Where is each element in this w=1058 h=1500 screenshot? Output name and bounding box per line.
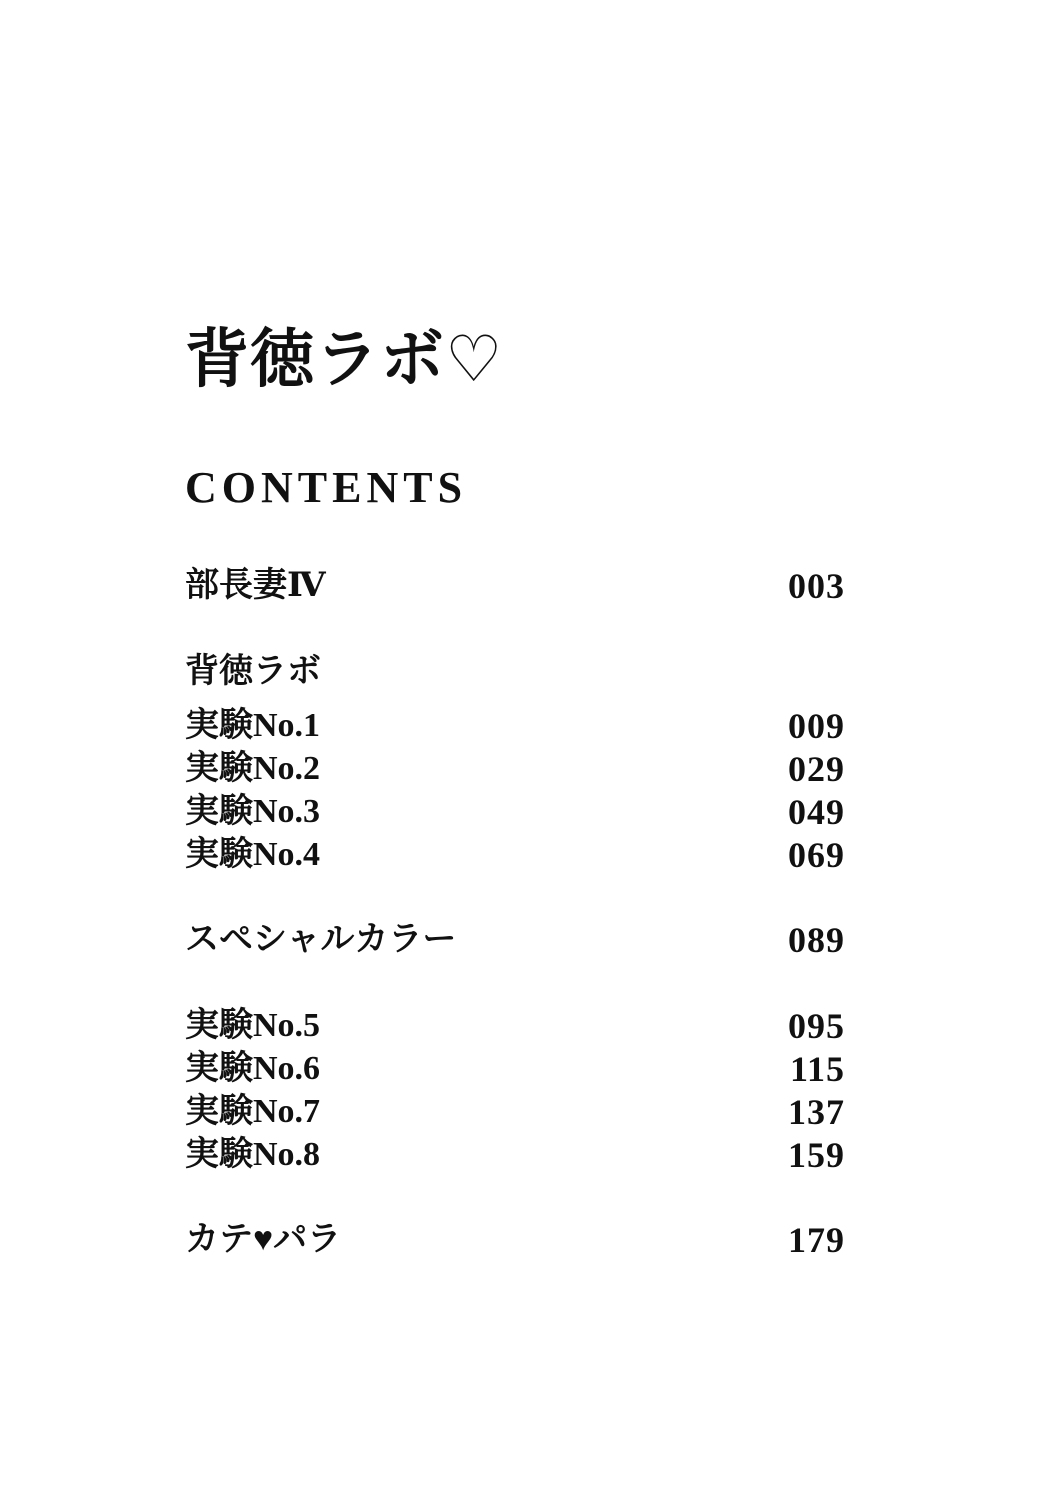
toc-entry-page: 137 <box>788 1092 845 1132</box>
toc-entry-label: 実験No.7 <box>185 1093 321 1130</box>
toc-entry-experiment-6 <box>185 1049 845 1089</box>
toc-entry-bucho-tsuma <box>185 566 845 606</box>
toc-entry-experiment-7 <box>185 1092 845 1132</box>
toc-entry-label: 実験No.2 <box>185 750 321 787</box>
toc-entry-label: カテ♥パラ <box>185 1221 342 1258</box>
toc-entry-label: 実験No.5 <box>185 1007 321 1044</box>
toc-entry-page: 115 <box>789 1049 845 1089</box>
toc-entry-page: 179 <box>788 1220 845 1260</box>
toc-entry-label: 部長妻Ⅳ <box>185 567 326 604</box>
toc-entry-label: 実験No.4 <box>185 836 321 873</box>
toc-entry-label: スペシャルカラー <box>185 921 457 958</box>
toc-entry-special-color <box>185 920 845 960</box>
toc-entry-experiment-5 <box>185 1006 845 1046</box>
toc-entry-experiment-2 <box>185 749 845 789</box>
toc-entry-page: 003 <box>788 566 845 606</box>
toc-entry-page: 095 <box>788 1006 845 1046</box>
toc-entry-page: 049 <box>788 792 845 832</box>
toc-section-haitoku-labo <box>185 652 845 692</box>
toc-entry-experiment-1 <box>185 706 845 746</box>
page-title: 背徳ラボ♡ <box>185 322 504 397</box>
toc-entry-label: 実験No.8 <box>185 1136 321 1173</box>
toc-entry-page: 009 <box>788 706 845 746</box>
toc-entry-kate-para <box>185 1220 845 1260</box>
toc-section-label: 背徳ラボ <box>185 653 321 690</box>
toc-entry-experiment-8 <box>185 1135 845 1175</box>
contents-heading: CONTENTS <box>185 463 468 512</box>
toc-entry-label: 実験No.3 <box>185 793 321 830</box>
toc-entry-page: 029 <box>788 749 845 789</box>
toc-entry-page: 159 <box>788 1135 845 1175</box>
toc-entry-page: 069 <box>788 835 845 875</box>
toc-entry-page: 089 <box>788 920 845 960</box>
toc-entry-label: 実験No.6 <box>185 1050 321 1087</box>
toc-entry-experiment-4 <box>185 835 845 875</box>
toc-entry-experiment-3 <box>185 792 845 832</box>
toc-entry-label: 実験No.1 <box>185 707 321 744</box>
